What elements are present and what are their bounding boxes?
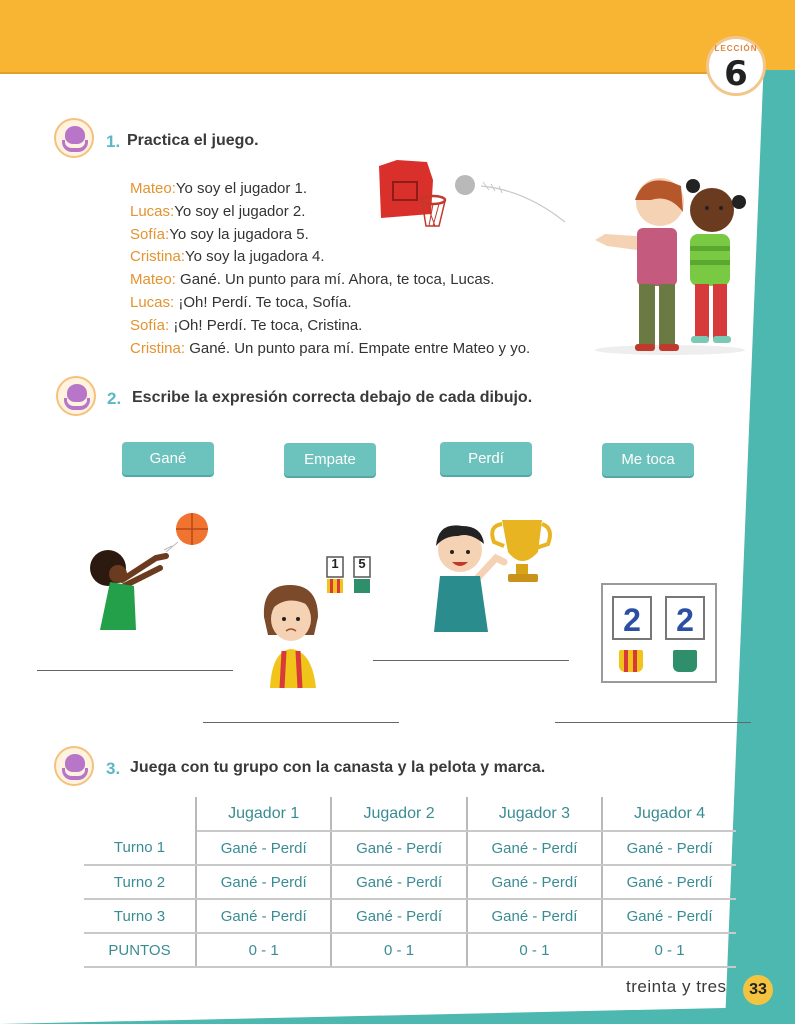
answer-line[interactable]	[37, 670, 233, 671]
dialogue-speaker: Sofía:	[130, 225, 170, 243]
chip-gane: Gané	[122, 442, 214, 475]
table-row	[84, 899, 736, 933]
trophy-boy-illustration	[430, 512, 560, 637]
scoreboard-large-left: 2	[612, 596, 652, 640]
octopus-icon	[56, 376, 96, 416]
row-label: Turno 3	[84, 899, 196, 933]
octopus-icon	[54, 746, 94, 786]
page-number: 33	[743, 975, 773, 1005]
chip-me-toca: Me toca	[602, 443, 694, 476]
dialogue-speaker: Mateo:	[130, 180, 176, 197]
table-header-row	[84, 797, 736, 831]
table-header-cell: Jugador 1	[196, 797, 331, 831]
table-cell[interactable]: Gané - Perdí	[602, 899, 736, 933]
dialogue-text: Yo soy el jugador 2.	[174, 202, 306, 220]
table-cell[interactable]: Gané - Perdí	[331, 865, 466, 899]
row-label: PUNTOS	[84, 933, 196, 967]
dialogue-text: ¡Oh! Perdí. Te toca, Sofía.	[178, 293, 352, 311]
exercise-1-number: 1.	[106, 132, 121, 151]
table-cell[interactable]: Gané - Perdí	[331, 831, 466, 865]
dialogue-text: Yo soy la jugadora 5.	[169, 225, 309, 243]
lesson-number: 6	[724, 54, 748, 94]
table-cell[interactable]: Gané - Perdí	[602, 865, 736, 899]
dialogue-text: Yo soy el jugador 1.	[175, 180, 308, 197]
table-cell[interactable]: 0 - 1	[602, 933, 736, 967]
exercise-1-title: Practica el juego.	[127, 132, 259, 149]
table-header-cell: Jugador 4	[602, 797, 736, 831]
table-cell[interactable]: Gané - Perdí	[467, 865, 602, 899]
children-illustration	[585, 172, 755, 357]
table-cell[interactable]: Gané - Perdí	[467, 831, 602, 865]
basket-illustration	[375, 160, 575, 240]
dialogue-speaker: Mateo:	[130, 271, 176, 289]
dialogue-speaker: Cristina:	[130, 339, 186, 357]
dialogue-line	[130, 292, 530, 315]
answer-line[interactable]	[203, 722, 399, 723]
dialogue-line	[130, 338, 530, 361]
page-footer-text: treinta y tres	[626, 977, 727, 996]
scoreboard-small-right: 5	[358, 556, 366, 571]
row-label: Turno 2	[84, 865, 196, 899]
chip-perdi: Perdí	[440, 442, 532, 475]
table-cell[interactable]: Gané - Perdí	[196, 865, 331, 899]
table-cell[interactable]: 0 - 1	[467, 933, 602, 967]
exercise-2-title: Escribe la expresión correcta debajo de cada dibujo.	[132, 389, 533, 406]
dialogue-line	[130, 315, 530, 338]
score-table	[84, 797, 736, 968]
table-cell[interactable]: Gané - Perdí	[331, 899, 466, 933]
dialogue-speaker: Lucas:	[130, 202, 175, 220]
table-cell[interactable]: Gané - Perdí	[467, 899, 602, 933]
answer-line[interactable]	[555, 722, 751, 723]
throwing-child-illustration	[86, 510, 216, 635]
lesson-badge	[706, 36, 766, 96]
table-header-cell: Jugador 2	[331, 797, 466, 831]
scoreboard-small-left: 1	[331, 556, 339, 571]
table-header-cell: Jugador 3	[467, 797, 602, 831]
header-band	[0, 0, 795, 74]
dialogue-speaker: Lucas:	[130, 293, 175, 311]
row-label: Turno 1	[84, 831, 196, 865]
teal-bottom-edge	[0, 1002, 795, 1024]
answer-line[interactable]	[373, 660, 569, 661]
chip-empate: Empate	[284, 443, 376, 476]
scoreboard-large-right: 2	[665, 596, 705, 640]
exercise-2-number: 2.	[107, 389, 122, 408]
dialogue-text: ¡Oh! Perdí. Te toca, Cristina.	[173, 316, 363, 334]
scoreboard-large	[601, 583, 717, 683]
lesson-label: LECCIÓN	[714, 44, 758, 53]
dialogue-speaker: Cristina:	[130, 248, 186, 266]
table-cell[interactable]: Gané - Perdí	[196, 831, 331, 865]
dialogue-text: Gané. Un punto para mí. Empate entre Mateo y yo.	[189, 339, 531, 357]
green-team-shirt	[673, 650, 697, 672]
exercise-3-number: 3.	[106, 759, 121, 778]
exercise-3-title: Juega con tu grupo con la canasta y la pelota y marca.	[130, 759, 546, 776]
table-cell[interactable]: Gané - Perdí	[196, 899, 331, 933]
table-cell[interactable]: 0 - 1	[331, 933, 466, 967]
table-cell[interactable]: Gané - Perdí	[602, 831, 736, 865]
dialogue-text: Gané. Un punto para mí. Ahora, te toca, Lucas.	[180, 271, 495, 289]
table-cell[interactable]: 0 - 1	[196, 933, 331, 967]
yellow-team-shirt	[619, 650, 643, 672]
table-row	[84, 865, 736, 899]
table-row	[84, 831, 736, 865]
octopus-icon	[54, 118, 94, 158]
sad-girl-illustration	[258, 555, 378, 690]
table-header-cell	[84, 797, 196, 831]
table-row	[84, 933, 736, 967]
dialogue-text: Yo soy la jugadora 4.	[185, 248, 325, 266]
dialogue-line	[130, 269, 530, 292]
dialogue-line	[130, 246, 530, 269]
dialogue-speaker: Sofía:	[130, 316, 170, 334]
